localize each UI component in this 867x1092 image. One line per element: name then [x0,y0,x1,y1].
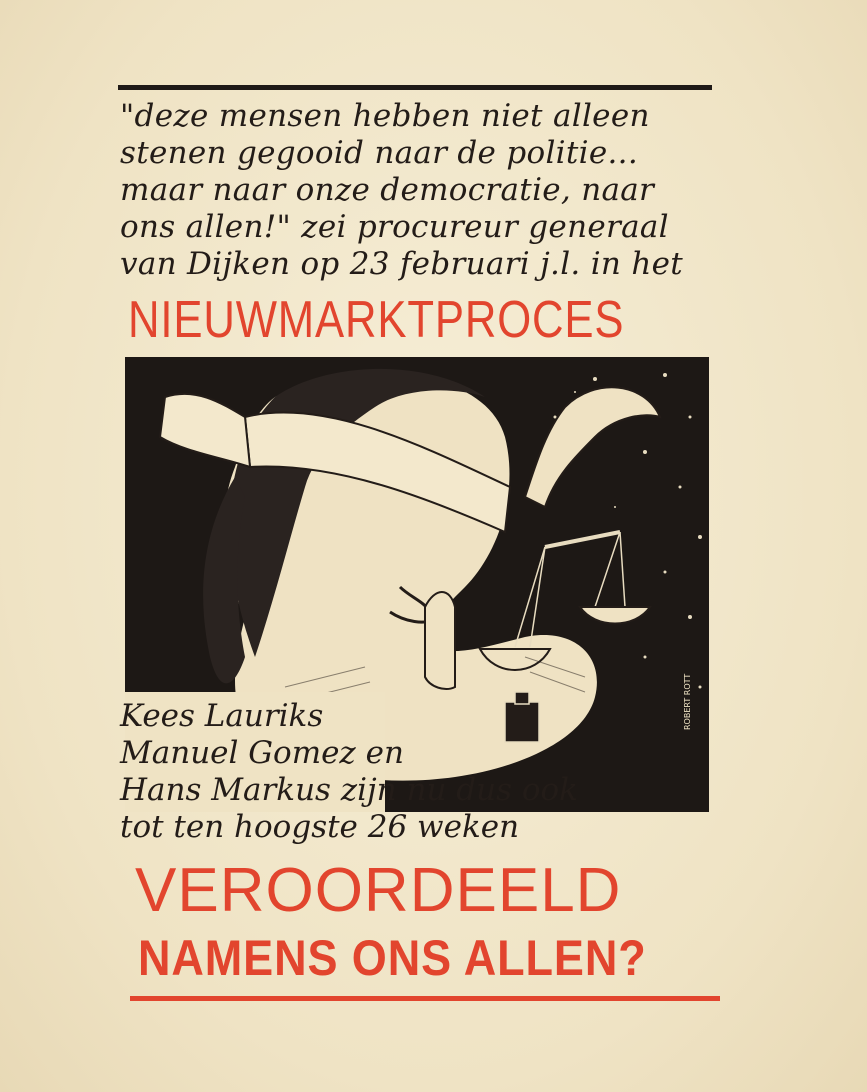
verdict-heading: VEROORDEELD [135,856,622,925]
names-line: tot ten hoogste 26 weken [120,809,520,845]
quote-line: ons allen!" zei procureur generaal [120,209,669,245]
quote-line: "deze mensen hebben niet alleen [120,98,650,134]
quote-line: stenen gegooid naar de politie... [120,135,638,171]
headline-nieuwmarktproces: NIEUWMARKTPROCES [128,291,625,349]
quote-line: van Dijken op 23 februari j.l. in het [120,246,684,282]
names-line: Hans Markus zijn nu dus ook [120,772,578,808]
bottom-divider [130,996,720,1001]
top-divider [118,85,712,90]
artist-signature: ROBERT ROTT [683,673,692,730]
quote-line: maar naar onze democratie, naar [120,172,655,208]
quote-block [120,98,720,283]
names-block [120,698,660,846]
names-line: Manuel Gomez en [120,735,404,771]
question-heading: NAMENS ONS ALLEN? [138,930,647,986]
names-line: Kees Lauriks [120,698,324,734]
